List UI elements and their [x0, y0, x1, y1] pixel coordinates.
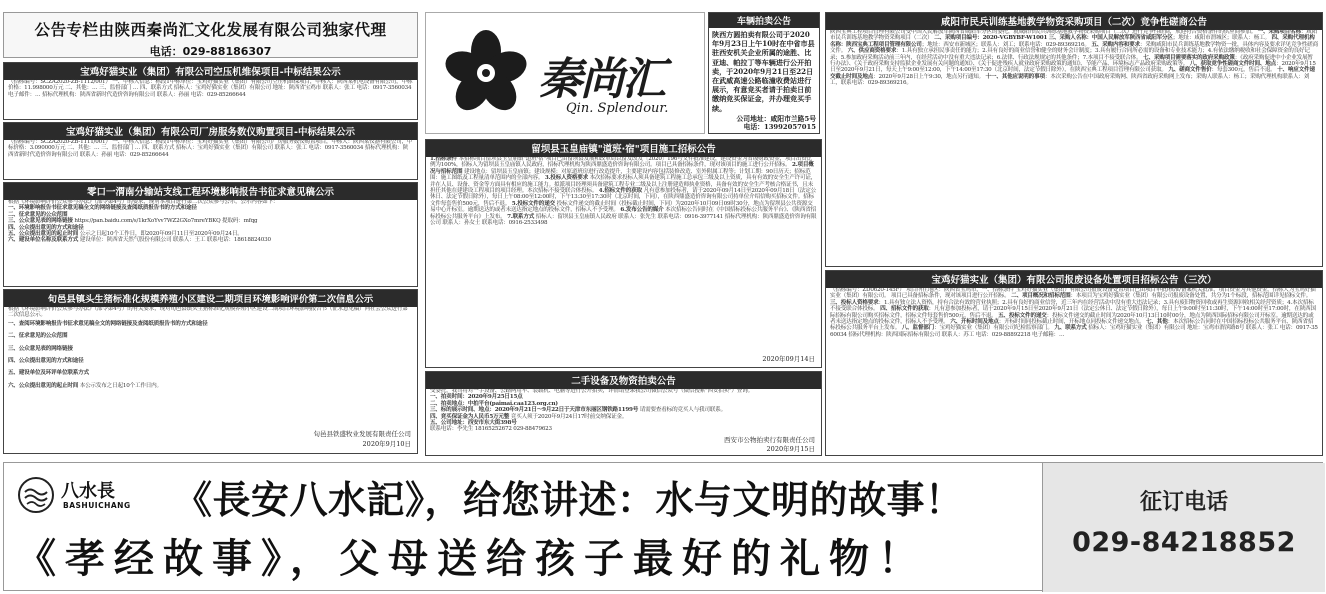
notice-contact: 招标人：宝鸡好猫实业（集团）有限公司 联系人：张工 电话：0917-3560034 招标代理机构：陕西省新时代造价咨询有限公司 联系人：孙丽 电话：029-85266644: [8, 145, 408, 158]
notice-item-title: 九、联系方式: [1054, 325, 1087, 332]
notice-item-title: 二、项目概况和招标范围: [1011, 293, 1071, 300]
ad-slogan-changan: 《長安八水記》，给您讲述：水与文明的故事！: [174, 477, 964, 522]
notice-item-title: 二、征求意见的公众范围: [8, 211, 68, 218]
notice-contact: 招标人：宝鸡好猫实业（集团）有限公司 地址：宝鸡市渭滨路8号 联系人：张工 电话：0917-3560034 招标代理机构：陕西国际招标有限公司 联系人：苏工 电话：029-88892218 电子邮箱：…: [830, 325, 1318, 338]
notice-item-title: 六、供应商资格要求: [847, 48, 897, 55]
notice-date: 2020年09月14日: [762, 355, 815, 363]
notice-item-title: 6.发布公告的媒介: [620, 207, 664, 214]
notice-item-title: 六、建设单位名称及联系方式: [8, 237, 79, 244]
notice-item-title: 2.项目概况与招标范围: [430, 162, 814, 175]
notice-item-title: 五、建设单位及环评单位联系方式: [8, 370, 89, 377]
notice-item-title: 六、公众提出意见的起止时间: [8, 382, 79, 389]
notice-link[interactable]: https://pan.baidu.com/s/1krXoYvv7WZ2GXo7mreYBKQ 提取码：mfqg: [74, 218, 258, 225]
flower-logo-icon: [440, 25, 530, 121]
notice-item-text: 投标文件递交的截止时间（投标截止时间，下同）为2020年10月09日09时30分，地点为留坝县公共资源交易中心开标室。逾期送达的或者未送达指定地点的投标文件，招标人不予受理。: [430, 200, 813, 214]
notice-item-title: 三、采购人名称：中国人民解放军陕西省咸阳军分区: [1048, 35, 1173, 42]
notice-item-title: 四、公众提出意见的方式和途径: [8, 224, 84, 231]
notice-item-title: 五、公众提出意见的起止时间: [8, 231, 79, 238]
notice-item-title: 八、获取竞争性磋商文件时间、地点: [1189, 61, 1277, 68]
notice-item-title: 4.招标文件的获取: [598, 188, 642, 195]
notice-liuba-construction-tender: [425, 139, 822, 368]
notice-item-text: 建设地点：留坝县玉皇庙镇；建设规模：对原道班房进行改造提升，主要建设内容包括装修改造、室外附属工程等；计划工期：90日历天；招标范围：施工图纸及工程量清单范围内的全部内容。: [430, 168, 811, 182]
notice-item-title: 三、公众意见表的网络链接: [8, 345, 73, 352]
notice-item-title: 九、磋商文件售价: [1168, 67, 1212, 74]
notice-baoji-scrap-equipment-tender: [825, 270, 1323, 456]
notice-signature: 旬邑县铁盛牧业发展有限责任公司: [313, 430, 411, 438]
notice-used-equipment-auction: [425, 371, 822, 456]
notice-item-title: 七、其他: [1146, 319, 1168, 326]
notice-item-text: 本次招标要求投标人须具备建筑工程施工总承包三级及以上资质，具有有效的安全生产许可证，并在人员、设备、资金等方面具有相应的施工能力。拟派项目经理须具备建筑工程专业二级及以上注册建造师执业资格，具备有效的安全生产考核合格证书，且未担任其他在建建设工程项目的项目经理。本次招标不接受联合体投标。: [430, 175, 817, 195]
auction-phone: 电话：13992057015: [743, 123, 816, 132]
notice-item-text: 凡有意参加投标者，请于2020年09月14日至2020年09月18日（法定公休日、法定节假日除外），每日上午08:00至12:00时，下午13:30至17:30时（北京时间，下同），在陕西鼎盛造价咨询有限公司持单位介绍信购买招标文件。招标文件每套售价500元，售后不退。: [430, 188, 816, 207]
notice-item-title: 二、采购项目编号：2020-VGBYBF-W1001: [934, 35, 1048, 42]
notice-header: 宝鸡好猫实业（集团）有限公司报废设备处置项目招标公告（三次）: [826, 271, 1322, 288]
notice-item-title: 五、采购内容和要求: [1091, 41, 1140, 48]
notice-item-title: 三、标的展示时间、地点：2020年9月21日～9月22日于天津市东丽区钢铁路1199号: [430, 407, 639, 414]
notice-item-title: 二、征求意见的公众范围: [8, 333, 68, 340]
notice-item-title: 四、公众提出意见的方式和途径: [8, 358, 84, 365]
notice-item-title: 三、公众意见表的网络链接: [8, 218, 73, 225]
notice-date: 2020年9月10日: [362, 440, 411, 448]
notice-body: [430, 156, 817, 366]
brand-logo-english: Qin. Splendour.: [566, 101, 669, 116]
masthead: [3, 12, 418, 58]
notice-header: 零口一渭南分输站支线工程环境影响报告书征求意见稿公示: [4, 183, 417, 200]
auction-address: 公司地址：咸阳市兰路5号: [736, 114, 816, 123]
notice-item-title: 五、投标文件的递交: [998, 312, 1047, 319]
notice-item-title: 5.投标文件的递交: [511, 200, 555, 207]
bashuichang-brand-name: 八水長: [61, 481, 115, 502]
notice-contact: 联系电话：李先生 18165252672 029-88479623: [430, 426, 552, 433]
notice-item-text: 本公示发布之日起10个工作日内。: [79, 382, 162, 389]
notice-vehicle-auction: [708, 12, 820, 134]
notice-item-title: 二、拍卖地点：中拍平台(paimai.caa123.org.cn): [430, 400, 558, 407]
notice-item-text: 陕西宝典工程项目管理有限公司受中国人民解放军陕西省咸阳军分区的委托，就咸阳市民兵训练基地教学物资采购项目（二次）进行竞争性磋商，欢迎符合资格条件的供应商参加。: [830, 29, 1258, 35]
notice-body: （招标编号：ZD0620-145F） 项目所在地区：陕西省宝鸡市，一、招标条件 宝鸡好猫实业（集团）有限公司报废设备处置项目已由项目审批/核准/备案机关批准，项目资金为其他资金，招标人为宝鸡好猫实业（集团）有限公司。 项目已具备招标条件，现对该项目进行公开招标。 二、项目概况和招标范围：本项目为宝鸡好猫实业（集团）有限公司报废设备处置，共分为1个标段，招标范围详见招标文件。 三、投标人资格要求：1.具有独立法人资格，持有合法有效的营业执照；2.具有良好的商业信誉，近三年内在经营活动中没有重大违法记录；3.具有废旧物资回收或再生资源回收相关经营资质；4.本次招标不接受联合体投标。 四、招标文件的获取：凡有意参加投标者，请于2020年9月15日至2020年9月21日（法定公休日、法定节假日除外），每日上午9:00时至11:30时，下午14:00时至17:00时，在陕西国际招标有限公司购买招标文件，招标文件每套售价500元，售后不退。 五、投标文件的递交：投标文件递交的截止时间为2020年10月13日10时00分，地点为陕西国际招标有限公司开标室。逾期送达的或者未送达指定地点的投标文件，招标人不予受理。 六、开标时间及地点：开标时间同投标截止时间，开标地点同投标文件递交地点。 七、其他：本次招标公告同时在中国招标投标公共服务平台、陕西省招标投标公共服务平台上发布。 八、监督部门：宝鸡好猫实业（集团）有限公司纪检监察部门。 九、联系方式 招标人：宝鸡好猫实业（集团）有限公司 地址：宝鸡市渭滨路8号 联系人：张工 电话：0917-3560034 招标代理机构：陕西国际招标有限公司 联系人：苏工 电话：029-88892218 电子邮箱：…: [830, 287, 1318, 338]
notice-body: [8, 306, 413, 426]
notice-item-title: 1.招标条件: [430, 156, 458, 162]
notice-item-title: 7.联系方式: [507, 213, 535, 220]
bashuichang-logo: [16, 473, 166, 517]
notice-compressor-result: [3, 62, 418, 120]
ad-slogan-xiaojing: 《孝经故事》，父母送给孩子最好的礼物！: [16, 535, 927, 582]
notice-item-text: 本次招标公告同时在《中国招标投标公共服务平台》、《陕西省招标投标公共服务平台》上发布。: [430, 207, 816, 220]
notice-item-title: 一、查阅环境影响报告书征求意见稿全文的网络链接及查阅纸质报告书的方式和途径: [8, 320, 208, 327]
notice-item-title: 六、开标时间及地点: [950, 319, 999, 326]
notice-item-title: 四、采购代理机构名称：陕西宝典工程项目管理有限公司: [830, 35, 1315, 48]
notice-body: [8, 199, 413, 286]
notice-lead: 根据《环境影响评价公众参与办法》（部令第4号）的要求，现对本项目进行第二次公众参与公示，公示内容如下：: [8, 199, 279, 205]
notice-body: 受委托，我司将对一手设备、公路两用车、装载机、电脑等进行公开拍卖，详情请登录我公司微信公众号（微信搜索"西安拍卖"）查询。 一、拍卖时间：2020年9月25日15点 二、拍卖地点：中拍平台(paimai.caa123.org.cn) 三、标的展示时间、地点：2020年9月21日～9月22日于天津市东丽区钢铁路1199号 请需要查看标的竞买人与我司联系。 四、竞买保证金为人民币5万元整 竞买人须于2020年9月24日17时前交纳保证金。 五、公司地址：西安市东大街398号 联系电话：李先生 18165252672 029-88479623: [430, 388, 817, 436]
notice-item-title: 三、投标人资格要求: [830, 299, 879, 306]
notice-contact: 招标代理机构：陕西省新时代造价咨询有限公司 联系人：孙丽 电话：029-85266644: [41, 91, 246, 98]
notice-date: 2020年9月15日: [766, 445, 815, 453]
notice-plant-instrument-result: [3, 122, 418, 180]
brand-logo-box: [425, 12, 705, 134]
notice-xianyang-militia-procurement: [825, 12, 1323, 267]
notice-header: 留坝县玉皇庙镇"道班·宿"项目施工招标公告: [426, 140, 821, 157]
notice-header: 二手设备及物资拍卖公告: [426, 372, 821, 389]
notice-weinan-pipeline-eia: [3, 182, 418, 287]
notice-item-text: 建设单位：陕西省天然气股份有限公司 联系人：王工 联系电话：18618824030: [79, 237, 271, 244]
notice-body: [8, 139, 413, 179]
masthead-phone: 电话：029-88186307: [149, 45, 272, 58]
notice-text: （招标编号：SCZA2020-ZB-1111/001） 一、中标人信息：标段1中标单位：宝鸡好猫实业（集团）有限公司厂房服务数仪购置项目，中标人：陕西某仪器有限公司，中标价格：3.090000万元 二、其他：… 三、监督部门 … 四、联系方式: [8, 139, 413, 152]
notice-header: 旬邑县镇头生猪标准化规模养殖小区建设二期项目环境影响评价第二次信息公示: [4, 290, 417, 307]
notice-item-title: 八、监督部门: [901, 325, 935, 332]
notice-header: 宝鸡好猫实业（集团）有限公司空压机维保项目-中标结果公示: [4, 63, 417, 80]
notice-item-title: 一、采购项目名称: [1257, 29, 1301, 35]
notice-xunyi-pig-farm-eia: [3, 289, 418, 454]
notice-signature: 西安市公物拍卖行有限责任公司: [724, 436, 815, 444]
notice-item-title: 一、环境影响报告书征求意见稿全文的网络链接及查阅纸质报告书的方式和途径: [8, 205, 197, 212]
subscription-label: 征订电话: [1139, 490, 1228, 515]
bashuichang-brand-pinyin: BASHUICHANG: [63, 501, 131, 510]
notice-header: 咸阳市民兵训练基地教学物资采购项目（二次）竞争性磋商公告: [826, 13, 1322, 30]
notice-body: [8, 79, 413, 119]
notice-header: 车辆拍卖公告: [709, 13, 819, 28]
subscription-phone: 029-84218852: [1072, 527, 1296, 558]
notice-item-title: 十、响应文件递交截止时间及地点: [830, 67, 1315, 80]
notice-item-title: 七、采购项目需要落实的政府采购政策: [1143, 54, 1235, 61]
notice-lead: （招标编号：ZD0620-145F） 项目所在地区：陕西省宝鸡市，一、招标条件 宝鸡好猫实业（集团）有限公司报废设备处置项目已由项目审批/核准/备案机关批准，项目资金为其他资金，招标人为宝鸡好猫实业（集团）有限公司。: [830, 287, 1316, 300]
masthead-title: 公告专栏由陕西秦尚汇文化发展有限公司独家代理: [34, 20, 387, 39]
notice-item-title: 四、招标文件的获取: [880, 306, 929, 313]
bashuichang-emblem-icon: [16, 475, 56, 515]
subscription-box: [1042, 463, 1325, 592]
notice-item-title: 十一、其他应说明的事项: [985, 73, 1045, 80]
notice-contact: 招标人：留坝县玉皇庙镇人民政府 联系人：张先生 联系电话：0916-3977141 招标代理机构：陕西鼎盛造价咨询有限公司 联系人：孙女士 联系电话：0916-2533498: [430, 213, 817, 227]
notice-item-title: 四、竞买保证金为人民币5万元整: [430, 413, 510, 420]
brand-logo-chinese: 秦尚汇: [538, 54, 664, 105]
notice-item-text: 本招标项目留坝县玉皇庙镇"道班·宿"项目已由留坝县发展和改革局以留发改发〔2020〕196号文件批准建设，建设资金为省级财政资金，项目出资比例为100%，招标人为留坝县玉皇庙镇人民政府，招标代理机构为陕西鼎盛造价咨询有限公司。项目已具备招标条件，现对该项目的施工进行公开招标。: [430, 156, 813, 169]
notice-header: 宝鸡好猫实业（集团）有限公司厂房服务数仪购置项目-中标结果公示: [4, 123, 417, 140]
auction-body: 陕西方圆拍卖有限公司于2020年9月23日上午10时在中省市县驻西安机关企业所属的途胜、比亚迪、帕拉丁等车辆进行公开拍卖，于2020年9月21日至22日在武威高速公路临潼收费站进行展示，有意竞买者请于拍卖日前缴纳竞买保证金，并办理竞买手续。: [712, 30, 815, 113]
notice-item-title: 一、拍卖时间：2020年9月25日15点: [430, 394, 523, 401]
notice-lead: 根据《环境影响评价公众参与办法》（部令第4号）的有关要求，现对旬邑县镇头生猪标准化规模养殖小区建设二期项目环境影响报告书（征求意见稿）向社会公众进行第二次信息公示。: [8, 306, 408, 319]
notice-text: （招标编号：SCZA2020-ZB-1112/001） 一、中标人信息：标段1中标单位：宝鸡好猫实业（集团）有限公司空压机维保项目，中标人：陕西某机电设备有限公司，中标价格：11.998000万元 二、其他：… 三、监督部门 … 四、联系方式 招标人：宝鸡好猫实业（集团）有限公司 地址：陕西省宝鸡市 联系人：张工 电话：0917-3560034 电子邮件：…: [8, 79, 413, 98]
notice-item-title: 五、公司地址：西安市东大街398号: [430, 420, 517, 427]
notice-item-text: 公示之日起10个工作日，即2020年09月11日至2020年09月24日。: [79, 231, 243, 238]
notice-item-title: 3.投标人资格要求: [544, 175, 589, 182]
book-advertisement: [3, 462, 1323, 591]
notice-lead: 受委托，我司将对一手设备、公路两用车、装载机、电脑等进行公开拍卖，详情请登录我公司微信公众号（微信搜索"西安拍卖"）查询。: [430, 388, 753, 394]
notice-body: 陕西宝典工程项目管理有限公司受中国人民解放军陕西省咸阳军分区的委托，就咸阳市民兵训练基地教学物资采购项目（二次）进行竞争性磋商，欢迎符合资格条件的供应商参加。 一、采购项目名称：咸阳市民兵训练基地教学物资采购项目（二次） 二、采购项目编号：2020-VGBYBF-W1001 三、采购人名称：中国人民解放军陕西省咸阳军分区；地址：咸阳市渭城区；联系人：杨工。 四、采购代理机构名称：陕西宝典工程项目管理有限公司；地址：西安市新城区；联系人：刘工；联系电话：029-89369216。 五、采购内容和要求：采购咸阳市民兵训练基地教学物资一批，具体内容及要求详见竞争性磋商文件。 六、供应商资格要求：1.具有独立承担民事责任的能力；2.具有良好的商业信誉和健全的财务会计制度；3.具有履行合同所必需的设备和专业技术能力；4.有依法缴纳税收和社会保障资金的良好记录；5.参加政府采购活动前三年内，在经营活动中没有重大违法记录；6.法律、行政法规规定的其他条件；7.本项目不接受联合体。 七、采购项目需要落实的政府采购政策：《政府采购促进中小企业发展暂行办法》、《关于政府采购支持监狱企业发展有关问题的通知》、《关于促进残疾人就业政府采购政策的通知》、节能产品、环境标志产品政府采购政策等。 八、获取竞争性磋商文件时间、地点：2020年9月15日至2020年9月21日，每天上午9:00至12:00，下午14:00至17:30（北京时间，法定节假日除外），在陕西宝典工程项目管理有限公司获取。 九、磋商文件售价：每套300元，售后不退。 十、响应文件递交截止时间及地点：2020年9月28日上午9:30，地点另行通知。 十一、其他应说明的事项：本次采购公告在中国政府采购网、陕西省政府采购网上发布；采购人联系人：杨工；采购代理机构联系人：刘工，联系电话：029-89369216。: [830, 29, 1318, 87]
